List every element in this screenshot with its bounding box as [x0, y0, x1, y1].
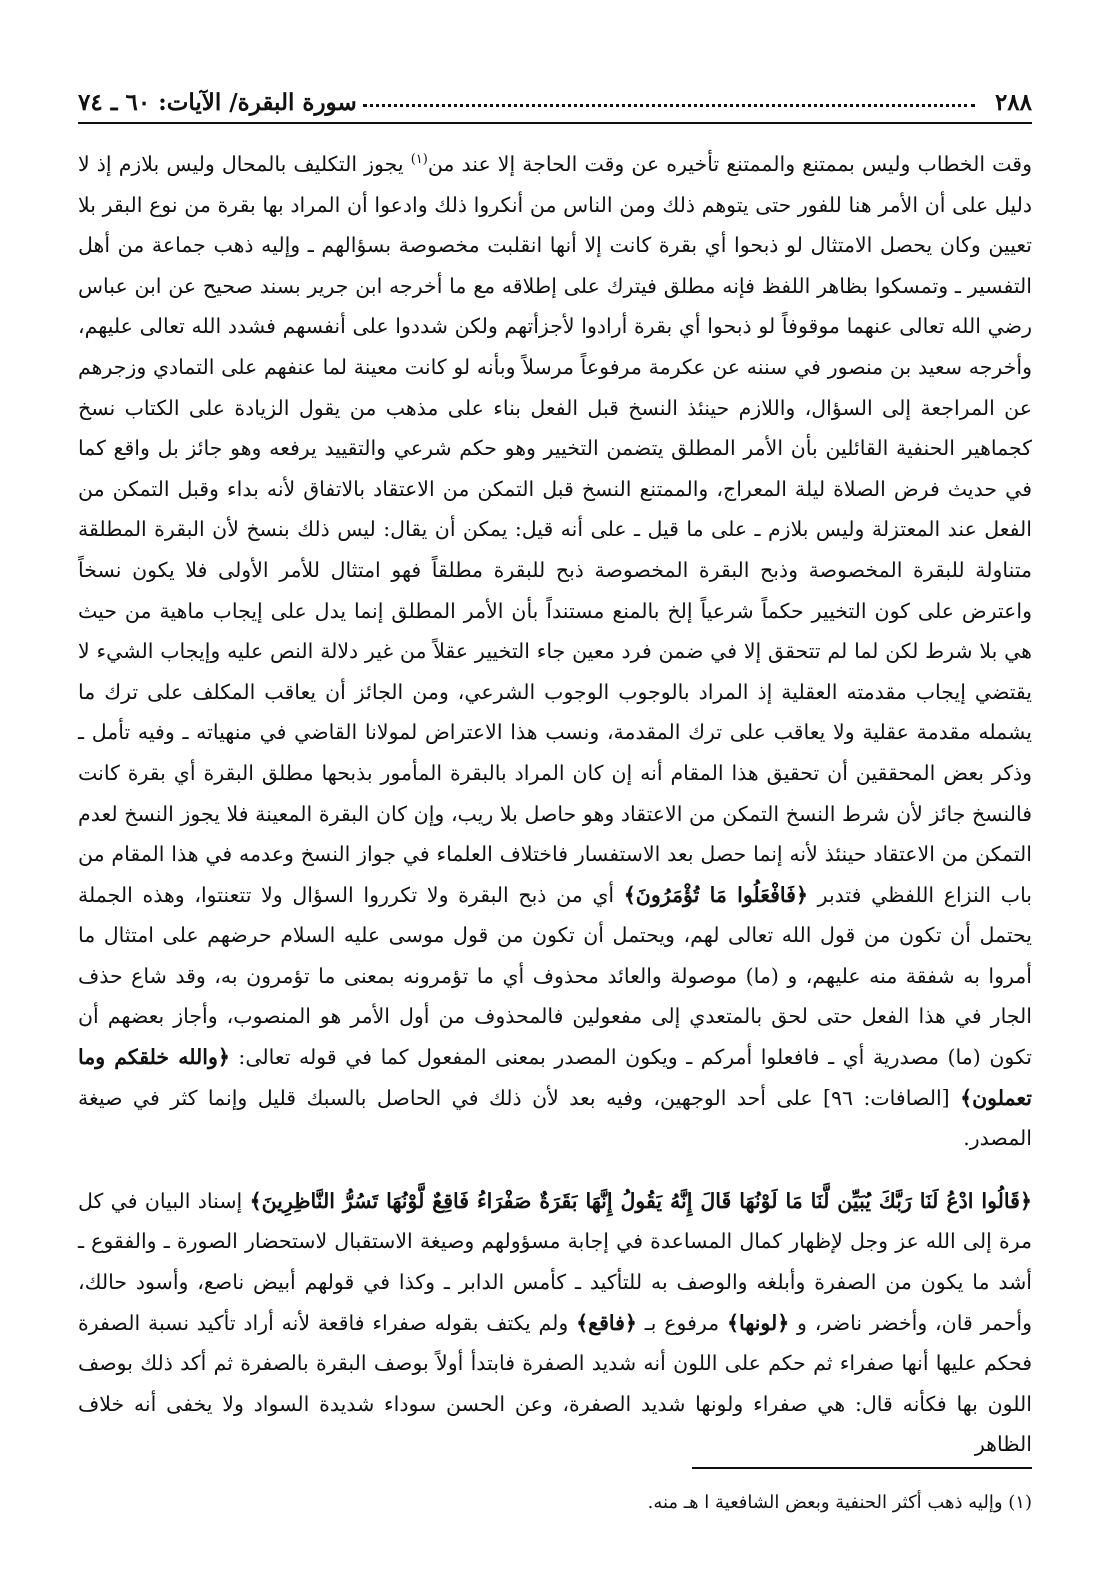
footnote-rule	[692, 1467, 1032, 1469]
text-run: وقت الخطاب وليس بممتنع والممتنع تأخيره عن وقت الحاجة إلا عند من	[427, 152, 1032, 176]
text-run: أي من ذبح البقرة ولا تكرروا السؤال ولا تتعنتوا، وهذه الجملة يحتمل أن تكون من قول الله تعالى لهم، ويحتمل أن تكون من قول موسى عليه السلام حرضهم على امتثال ما أمروا به شفقة منه عليهم، و (ما) موصولة والعائد محذوف أي ما تؤمرونه بمعنى ما تؤمرون به، وقد شاع حذف الجار في هذا الفعل حتى لحق بالمتعدي إلى مفعولين فالمحذوف من أول الأمر هو المنصوب، وأجاز بعضهم أن تكون (ما) مصدرية أي ـ فافعلوا أمركم ـ ويكون المصدر بمعنى المفعول كما في قوله تعالى:	[78, 882, 1032, 1070]
footnote-ref: (١)	[410, 152, 428, 168]
quran-quote: ﴿فَافْعَلُوا مَا تُؤْمَرُونَ﴾	[623, 882, 808, 907]
page-header	[78, 72, 1032, 116]
text-run: [الصافات: ٩٦] على أحد الوجهين، وفيه بعد لأن ذلك في الحاصل بالسبك قليل وإنما كثر في صيغة المصدر.	[78, 1085, 1032, 1151]
text-run: مرفوع بـ	[636, 1310, 727, 1335]
footnote: (١) وإليه ذهب أكثر الحنفية وبعض الشافعية ا هـ منه.	[647, 1492, 1032, 1513]
main-text	[78, 144, 1032, 1465]
header-title: سورة البقرة/ الآيات: ٦٠ ـ ٧٤	[78, 89, 357, 116]
paragraph	[78, 1181, 1032, 1465]
header-dot-leader	[363, 104, 975, 107]
text-run: يجوز التكليف بالمحال وليس بلازم إذ لا دليل على أن الأمر هنا للفور حتى يتوهم ذلك ومن الناس من أنكروا ذلك وادعوا أن المراد بها بقرة من نوع البقر بلا تعيين وكان يحصل الامتثال لو ذبحوا أي بقرة كانت إلا أنها انقلبت مخصوصة بسؤالهم ـ وإليه ذهب جماعة من أهل التفسير ـ وتمسكوا بظاهر اللفظ فإنه مطلق فيترك على إطلاقه مع ما أخرجه ابن جرير بسند صحيح عن ابن عباس رضي الله تعالى عنهما موقوفاً لو ذبحوا أي بقرة أرادوا لأجزأتهم ولكن شددوا على أنفسهم فشدد الله تعالى عليهم، وأخرجه سعيد بن منصور في سننه عن عكرمة مرفوعاً مرسلاً وبأنه لو كانت معينة لما عنفهم على التمادي وزجرهم عن المراجعة إلى السؤال، واللازم حينئذ النسخ قبل الفعل بناء على مذهب من يقول الزيادة على الكتاب نسخ كجماهير الحنفية القائلين بأن الأمر المطلق يتضمن التخيير وهو حكم شرعي والتقييد يرفعه وهو جائز بل واقع كما في حديث فرض الصلاة ليلة المعراج، والممتنع النسخ قبل التمكن من الاعتقاد بالاتفاق لأنه بداء وقبل التمكن من الفعل عند المعتزلة وليس بلازم ـ على ما قيل ـ على أنه قيل: يمكن أن يقال: ليس ذلك بنسخ لأن البقرة المطلقة متناولة للبقرة المخصوصة وذبح البقرة المخصوصة ذبح للبقرة مطلقاً فهو امتثال للأمر الأولى فلا يكون نسخاً واعترض على كون التخيير حكماً شرعياً إلخ بالمنع مستنداً بأن الأمر المطلق إنما يدل على إيجاب ماهية من حيث هي بلا شرط لكن لما لم تتحقق إلا في ضمن فرد معين جاء التخيير عقلاً من غير دلالة النص عليه وإيجاب الشيء لا يقتضي إيجاب مقدمته العقلية إذ المراد بالوجوب الوجوب الشرعي، ومن الجائز أن يعاقب المكلف على ترك ما يشمله مقدمة عقلية ولا يعاقب على ترك المقدمة، ونسب هذا الاعتراض لمولانا القاضي في منهياته ـ وفيه تأمل ـ وذكر بعض المحققين أن تحقيق هذا المقام أنه إن كان المراد بالبقرة المأمور بذبحها مطلق البقرة أي بقرة كانت فالنسخ جائز لأن شرط النسخ التمكن من الاعتقاد وهو حاصل بلا ريب، وإن كان البقرة المعينة فلا يجوز النسخ لعدم التمكن من الاعتقاد حينئذ لأنه إنما حصل بعد الاستفسار فاختلاف العلماء في جواز النسخ وعدمه في هذا المقام من باب النزاع اللفظي فتدبر	[78, 152, 1033, 907]
paragraph	[78, 144, 1032, 1159]
paragraph-gap	[78, 1159, 1032, 1181]
quran-verse: ﴿قَالُوا ادْعُ لَنَا رَبَّكَ يُبَيِّن لَّنَا مَا لَوْنُهَا قَالَ إِنَّهُ يَقُولُ إِنَّهَا بَقَرَةٌ صَفْرَاءُ فَاقِعٌ لَّوْنُهَا تَسُرُّ النَّاظِرِينَ﴾	[249, 1188, 1032, 1213]
text-run: إسناد البيان في كل مرة إلى الله عز وجل لإظهار كمال المساعدة في إجابة مسؤولهم وصيغة الاستقبال لاستحضار الصورة ـ والفقوع ـ أشد ما يكون من الصفرة وأبلغه والوصف به للتأكيد ـ كأمس الدابر ـ وكذا في قولهم أبيض ناصع، وأسود حالك، وأحمر قان، وأخضر ناضر، و	[78, 1188, 1032, 1335]
page-number: ٢٨٨	[994, 89, 1032, 116]
text-run: ولم يكتف بقوله صفراء فاقعة لأنه أراد تأكيد نسبة الصفرة فحكم عليها أنها صفراء ثم حكم على اللون أنه شديد الصفرة فابتدأ أولاً بوصف البقرة بالصفرة ثم أكد ذلك بوصف اللون بها فكأنه قال: هي صفراء ولونها شديد الصفرة، وعن الحسن سوداء شديدة السواد ولا يخفى أنه خلاف الظاهر	[78, 1310, 1032, 1457]
quran-quote: ﴿فاقع﴾	[576, 1310, 637, 1335]
header-rule	[78, 122, 1032, 124]
quran-quote: ﴿لونها﴾	[726, 1310, 790, 1335]
quran-quote: ﴿والله خلقكم وما تعملون﴾	[78, 1045, 1032, 1110]
